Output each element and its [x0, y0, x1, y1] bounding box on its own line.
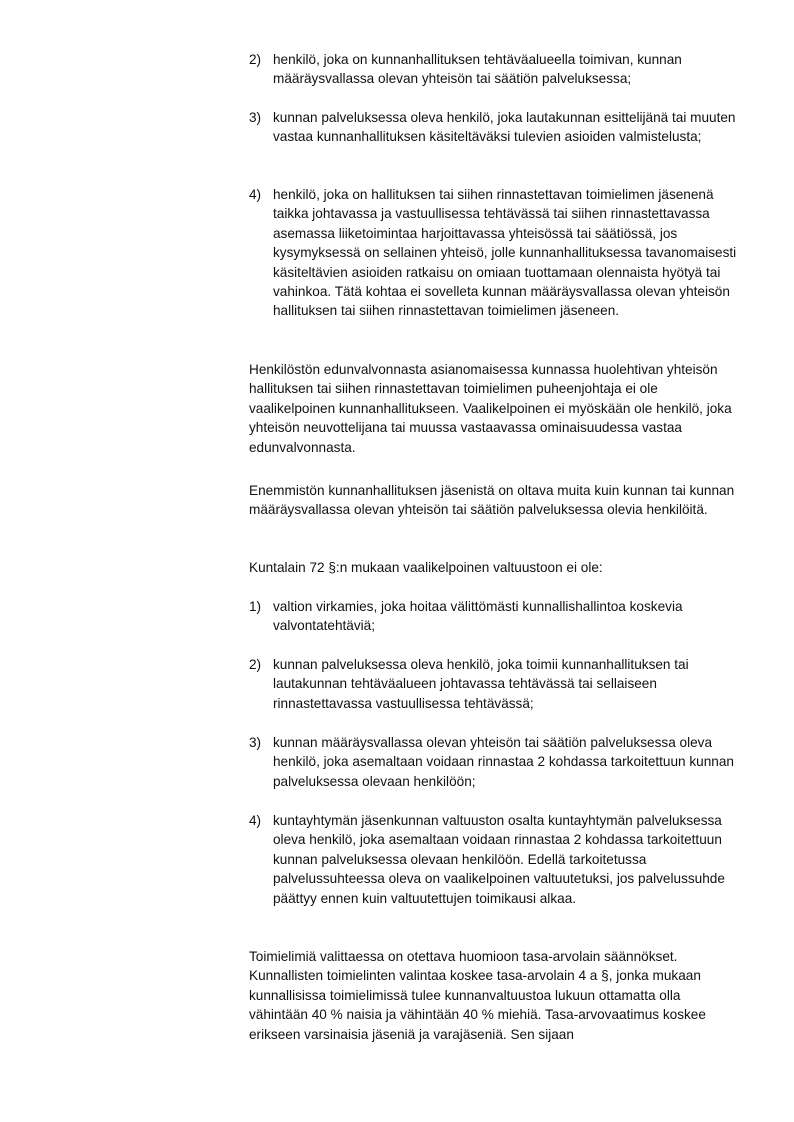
list-item-text: kuntayhtymän jäsenkunnan valtuuston osalta kuntayhtymän palveluksessa oleva henkilö, joka asemaltaan voidaan rinnastaa 2 kohdassa tarkoitettuun kunnan palveluksessa olevaan henkilöön. Edellä tarkoitetussa palvelussuhteessa oleva on vaalikelpoinen valtuutetuksi, jos palvelussuhde päättyy ennen kuin valtuutettujen toimikausi alkaa.: [273, 813, 725, 906]
list-item-text: henkilö, joka on kunnanhallituksen tehtäväalueella toimivan, kunnan määräysvallassa olevan yhteisön tai säätiön palveluksessa;: [273, 52, 682, 87]
list-item-number: 3): [249, 735, 262, 750]
list-item: [249, 185, 741, 321]
list-item: [249, 108, 741, 147]
list-item-text: valtion virkamies, joka hoitaa välittömästi kunnallishallintoa koskevia valvontatehtäviä;: [273, 599, 683, 634]
list-item-number: 1): [249, 599, 262, 614]
list-item: [249, 655, 741, 713]
list-item-text: henkilö, joka on hallituksen tai siihen rinnastettavan toimielimen jäsenenä taikka johtavassa ja vastuullisessa tehtävässä tai siihen rinnastettavassa asemassa liiketoimintaa harjoittavassa yhteisössä tai säätiössä, jos kysymyksessä on sellainen yhteisö, jolle kunnanhallituksessa tavanomaisesti käsiteltävien asioiden ratkaisu on omiaan tuottamaan olennaista hyötyä tai vahinkoa. Tätä kohtaa ei sovelleta kunnan määräysvallassa olevan yhteisön hallituksen tai siihen rinnastettavan toimielimen jäseneen.: [273, 187, 737, 319]
paragraph: Toimielimiä valittaessa on otettava huomioon tasa-arvolain säännökset. Kunnallisten toimielinten valintaa koskee tasa-arvolain 4 a §, jonka mukaan kunnallisissa toimielimissä tulee kunnanvaltuustoa lukuun ottamatta olla vähintään 40 % naisia ja vähintään 40 % miehiä. Tasa-arvovaatimus koskee erikseen varsinaisia jäseniä ja varajäseniä. Sen sijaan: [249, 949, 706, 1042]
list-item: [249, 597, 741, 636]
list-item-number: 4): [249, 813, 262, 828]
list-item-number: 4): [249, 187, 262, 202]
paragraph: Henkilöstön edunvalvonnasta asianomaisessa kunnassa huolehtivan yhteisön hallituksen tai siihen rinnastettavan toimielimen puheenjohtaja ei ole vaalikelpoinen kunnanhallitukseen. Vaalikelpoinen ei myöskään ole henkilö, joka yhteisön neuvottelijana tai muussa vastaavassa ominaisuudessa vastaa edunvalvonnasta.: [249, 362, 732, 455]
list-item-text: kunnan palveluksessa oleva henkilö, joka toimii kunnanhallituksen tai lautakunnan tehtäväalueen johtavassa tehtävässä tai sellaiseen rinnastettavassa vastuullisessa tehtävässä;: [273, 657, 689, 711]
list-item-number: 2): [249, 52, 262, 67]
list-item-text: kunnan palveluksessa oleva henkilö, joka lautakunnan esittelijänä tai muuten vastaa kunnanhallituksen käsiteltäväksi tulevien asioiden valmistelusta;: [273, 110, 736, 145]
list-item: [249, 50, 741, 89]
list-item: [249, 811, 741, 908]
list-item: [249, 733, 741, 791]
paragraph: Enemmistön kunnanhallituksen jäsenistä on oltava muita kuin kunnan tai kunnan määräysvallassa olevan yhteisön tai säätiön palveluksessa olevia henkilöitä.: [249, 483, 735, 518]
list-item-number: 3): [249, 110, 262, 125]
list-item-number: 2): [249, 657, 262, 672]
list-item-text: kunnan määräysvallassa olevan yhteisön tai säätiön palveluksessa oleva henkilö, joka asemaltaan voidaan rinnastaa 2 kohdassa tarkoitettuun kunnan palveluksessa olevaan henkilöön;: [273, 735, 734, 789]
paragraph: Kuntalain 72 §:n mukaan vaalikelpoinen valtuustoon ei ole:: [249, 560, 603, 575]
